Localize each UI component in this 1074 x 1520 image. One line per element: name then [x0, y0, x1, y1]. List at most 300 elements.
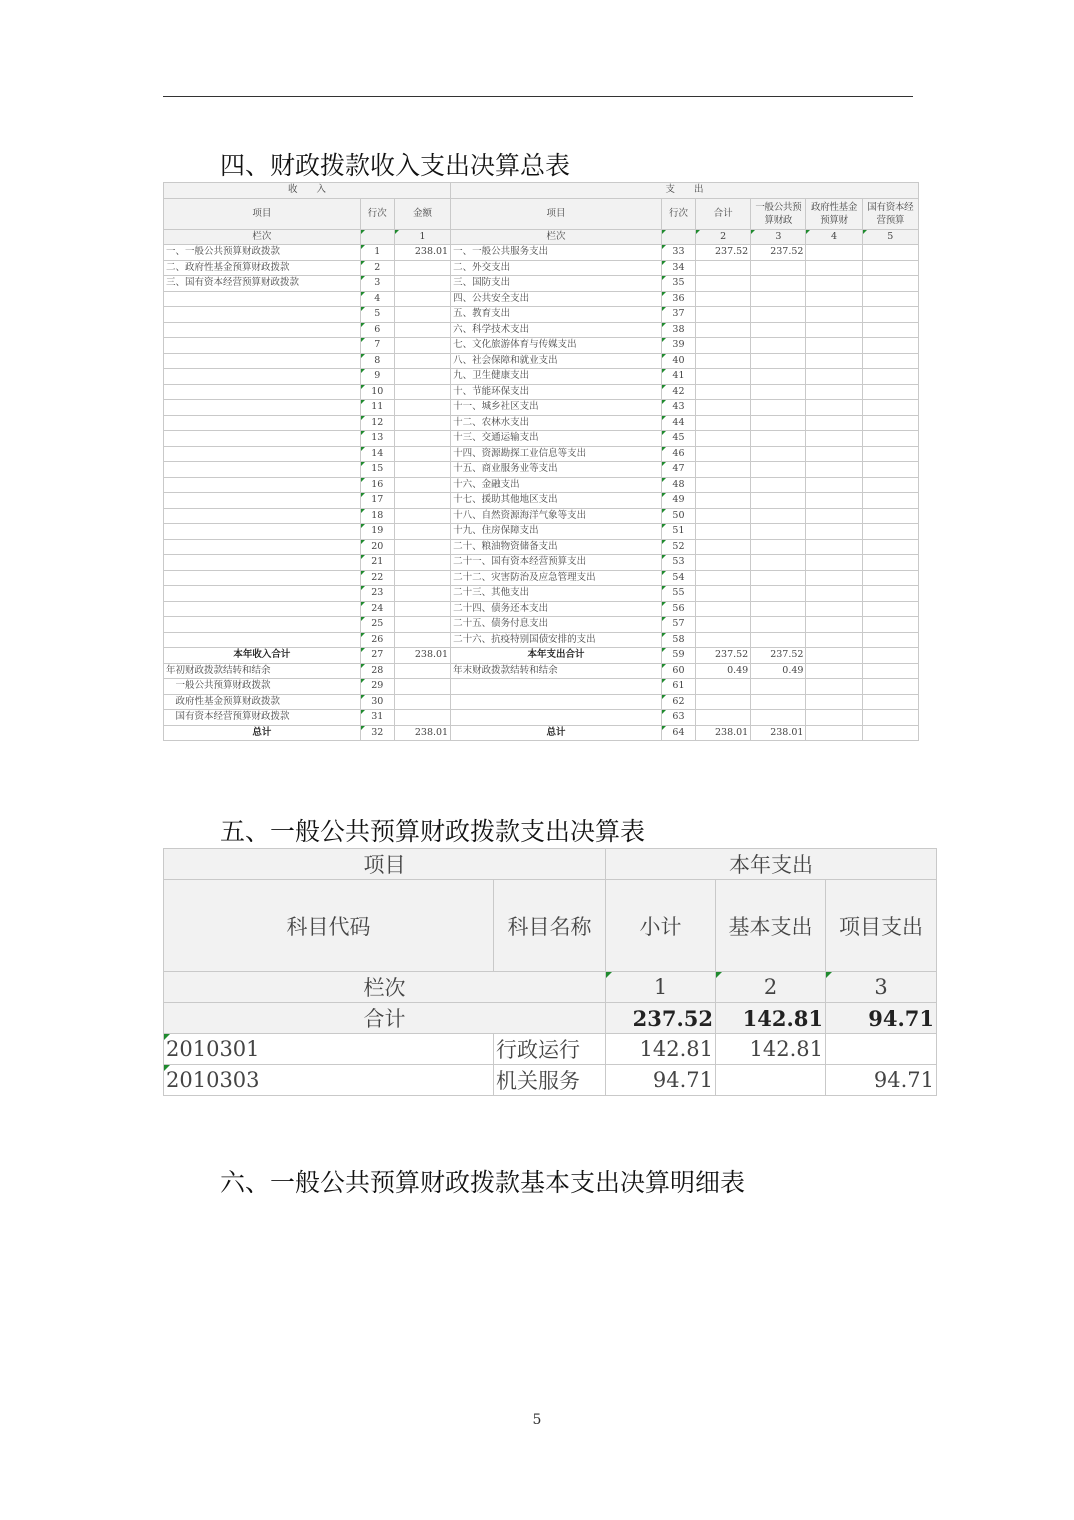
- expense-state-capital: [862, 245, 918, 261]
- income-row-number: 21: [360, 555, 394, 571]
- income-amount: [394, 369, 450, 385]
- expense-fund-budget: [806, 679, 862, 695]
- income-item: [164, 384, 361, 400]
- expense-state-capital: [862, 400, 918, 416]
- project-value: [826, 1034, 937, 1065]
- expense-item: 二十二、灾害防治及应急管理支出: [451, 570, 662, 586]
- expense-item: 七、文化旅游体育与传媒支出: [451, 338, 662, 354]
- income-item: [164, 431, 361, 447]
- expense-item: 四、公共安全支出: [451, 291, 662, 307]
- expense-fund-budget: [806, 462, 862, 478]
- expense-item: 二十六、抗疫特别国债安排的支出: [451, 632, 662, 648]
- expense-total: [696, 446, 751, 462]
- expense-item: 十四、资源勘探工业信息等支出: [451, 446, 662, 462]
- expense-row-number: 33: [661, 245, 695, 261]
- income-amount: 238.01: [394, 245, 450, 261]
- expense-total: [696, 260, 751, 276]
- expense-row-number: 58: [661, 632, 695, 648]
- income-row-number: 18: [360, 508, 394, 524]
- income-amount: [394, 400, 450, 416]
- section-title-5: 五、一般公共预算财政拨款支出决算表: [220, 817, 646, 846]
- expense-item: 总计: [451, 725, 662, 741]
- expense-total: [696, 586, 751, 602]
- income-amount: [394, 570, 450, 586]
- expense-state-capital: [862, 694, 918, 710]
- expense-state-capital: [862, 710, 918, 726]
- income-row-number: 5: [360, 307, 394, 323]
- expense-row-number: 39: [661, 338, 695, 354]
- expense-total: [696, 384, 751, 400]
- income-item-header: 项目: [164, 198, 361, 229]
- expense-general-budget: [751, 322, 806, 338]
- fund-budget-header: 政府性基金预算财: [806, 198, 862, 229]
- expense-general-budget: [751, 493, 806, 509]
- expense-total: [696, 477, 751, 493]
- expense-general-budget: [751, 307, 806, 323]
- page-number: 5: [532, 1412, 542, 1428]
- table-row: [164, 446, 919, 462]
- lanci-label: 栏次: [164, 972, 606, 1003]
- expense-general-budget: [751, 570, 806, 586]
- expense-state-capital: [862, 524, 918, 540]
- expense-state-capital: [862, 260, 918, 276]
- income-row-number: 23: [360, 586, 394, 602]
- table-row: [164, 369, 919, 385]
- expense-row-number: 38: [661, 322, 695, 338]
- expense-fund-budget: [806, 694, 862, 710]
- expense-row-number: 47: [661, 462, 695, 478]
- table-row: [164, 260, 919, 276]
- income-item: 本年收入合计: [164, 648, 361, 664]
- expense-total: [696, 539, 751, 555]
- expense-state-capital: [862, 679, 918, 695]
- income-amount: [394, 338, 450, 354]
- expense-row-number: 55: [661, 586, 695, 602]
- expense-item: 八、社会保障和就业支出: [451, 353, 662, 369]
- expense-state-capital: [862, 353, 918, 369]
- expense-row-number: 37: [661, 307, 695, 323]
- income-amount: [394, 477, 450, 493]
- table-row: [164, 384, 919, 400]
- income-item: [164, 400, 361, 416]
- lanci-num: 2: [696, 229, 751, 245]
- expense-general-budget: [751, 601, 806, 617]
- income-row-number: 12: [360, 415, 394, 431]
- income-header: 收 入: [164, 183, 451, 199]
- expense-fund-budget: [806, 400, 862, 416]
- expense-row-number: 52: [661, 539, 695, 555]
- income-amount: [394, 322, 450, 338]
- income-amount: [394, 694, 450, 710]
- income-item: 一、一般公共预算财政拨款: [164, 245, 361, 261]
- income-row-header: 行次: [360, 198, 394, 229]
- expense-row-header: 行次: [661, 198, 695, 229]
- expense-row-number: 63: [661, 710, 695, 726]
- expense-general-budget: [751, 679, 806, 695]
- expense-total: [696, 369, 751, 385]
- table-row: [164, 353, 919, 369]
- expense-fund-budget: [806, 338, 862, 354]
- table-row: [164, 570, 919, 586]
- income-row-number: 15: [360, 462, 394, 478]
- total-label: 合计: [164, 1003, 606, 1034]
- expense-item: [451, 694, 662, 710]
- income-row-number: 1: [360, 245, 394, 261]
- income-row-number: 19: [360, 524, 394, 540]
- income-row-number: 22: [360, 570, 394, 586]
- income-item: [164, 539, 361, 555]
- table-row: [164, 539, 919, 555]
- expense-item: 十八、自然资源海洋气象等支出: [451, 508, 662, 524]
- state-capital-header: 国有资本经营预算: [862, 198, 918, 229]
- expense-row-number: 62: [661, 694, 695, 710]
- year-expense-header: 本年支出: [606, 849, 937, 880]
- expense-state-capital: [862, 586, 918, 602]
- expense-header: 支 出: [451, 183, 919, 199]
- table-row: [164, 679, 919, 695]
- general-budget-header: 一般公共预算财政: [751, 198, 806, 229]
- expense-state-capital: [862, 291, 918, 307]
- table-row: [164, 338, 919, 354]
- expense-row-number: 57: [661, 617, 695, 633]
- income-row-number: 4: [360, 291, 394, 307]
- subtotal-value: 142.81: [606, 1034, 716, 1065]
- subject-code: 2010303: [164, 1065, 494, 1096]
- expense-item: 十、节能环保支出: [451, 384, 662, 400]
- expense-general-budget: [751, 462, 806, 478]
- code-header: 科目代码: [164, 880, 494, 972]
- expense-item: 二十三、其他支出: [451, 586, 662, 602]
- expense-item: 六、科学技术支出: [451, 322, 662, 338]
- table-row: [164, 663, 919, 679]
- income-item: [164, 477, 361, 493]
- basic-value: 142.81: [716, 1034, 826, 1065]
- expense-total: 237.52: [696, 245, 751, 261]
- subject-name: 机关服务: [494, 1065, 606, 1096]
- expense-state-capital: [862, 462, 918, 478]
- expense-general-budget: [751, 524, 806, 540]
- expense-item: 五、教育支出: [451, 307, 662, 323]
- expense-state-capital: [862, 431, 918, 447]
- expense-total: [696, 710, 751, 726]
- expense-general-budget: 0.49: [751, 663, 806, 679]
- income-row-number: 3: [360, 276, 394, 292]
- expense-total: [696, 276, 751, 292]
- table-row: [164, 431, 919, 447]
- expense-state-capital: [862, 539, 918, 555]
- income-item: [164, 415, 361, 431]
- expense-item: 十六、金融支出: [451, 477, 662, 493]
- income-amount: 238.01: [394, 725, 450, 741]
- expense-general-budget: [751, 555, 806, 571]
- income-amount: [394, 539, 450, 555]
- expense-row-number: 59: [661, 648, 695, 664]
- expense-fund-budget: [806, 276, 862, 292]
- income-item: [164, 446, 361, 462]
- expense-general-budget: 237.52: [751, 245, 806, 261]
- item-group-header: 项目: [164, 849, 606, 880]
- income-item: [164, 462, 361, 478]
- income-row-number: 17: [360, 493, 394, 509]
- table-row: [164, 307, 919, 323]
- expense-total: [696, 679, 751, 695]
- expense-state-capital: [862, 663, 918, 679]
- income-row-number: 28: [360, 663, 394, 679]
- income-item: 年初财政拨款结转和结余: [164, 663, 361, 679]
- expense-total: [696, 601, 751, 617]
- income-row-number: 16: [360, 477, 394, 493]
- income-item: [164, 493, 361, 509]
- name-header: 科目名称: [494, 880, 606, 972]
- expense-general-budget: [751, 539, 806, 555]
- expense-total: [696, 570, 751, 586]
- table-row: [164, 648, 919, 664]
- basic-header: 基本支出: [716, 880, 826, 972]
- expense-general-budget: [751, 369, 806, 385]
- income-row-number: 20: [360, 539, 394, 555]
- expense-row-number: 61: [661, 679, 695, 695]
- table-row: [164, 617, 919, 633]
- lanci-num: 3: [751, 229, 806, 245]
- table-row: [164, 694, 919, 710]
- income-item: 总计: [164, 725, 361, 741]
- income-item: [164, 570, 361, 586]
- expense-state-capital: [862, 322, 918, 338]
- income-amount: [394, 679, 450, 695]
- income-amount: [394, 291, 450, 307]
- income-amount: [394, 276, 450, 292]
- expense-item: 本年支出合计: [451, 648, 662, 664]
- expense-item: [451, 679, 662, 695]
- expense-row-number: 36: [661, 291, 695, 307]
- lanci-label: 栏次: [451, 229, 662, 245]
- expense-fund-budget: [806, 539, 862, 555]
- expense-row-number: 46: [661, 446, 695, 462]
- income-row-number: 6: [360, 322, 394, 338]
- expense-row-number: 50: [661, 508, 695, 524]
- table-row: [164, 493, 919, 509]
- income-item: 三、国有资本经营预算财政拨款: [164, 276, 361, 292]
- income-row-number: 13: [360, 431, 394, 447]
- table-row: [164, 1065, 937, 1096]
- income-row-number: 30: [360, 694, 394, 710]
- income-row-number: 10: [360, 384, 394, 400]
- total-basic: 142.81: [716, 1003, 826, 1034]
- expense-general-budget: [751, 694, 806, 710]
- expense-state-capital: [862, 384, 918, 400]
- expense-state-capital: [862, 276, 918, 292]
- expense-fund-budget: [806, 601, 862, 617]
- income-row-number: 32: [360, 725, 394, 741]
- table-row: [164, 276, 919, 292]
- lanci-num: 1: [394, 229, 450, 245]
- expense-total: 237.52: [696, 648, 751, 664]
- expense-item: 二十一、国有资本经营预算支出: [451, 555, 662, 571]
- table-row: [164, 632, 919, 648]
- expense-item: 三、国防支出: [451, 276, 662, 292]
- expense-general-budget: [751, 632, 806, 648]
- income-amount: [394, 462, 450, 478]
- expense-row-number: 42: [661, 384, 695, 400]
- expense-row-number: 54: [661, 570, 695, 586]
- expense-total: [696, 353, 751, 369]
- expense-row-number: 44: [661, 415, 695, 431]
- expense-row-number: 40: [661, 353, 695, 369]
- income-amount: [394, 508, 450, 524]
- income-row-number: 9: [360, 369, 394, 385]
- expense-fund-budget: [806, 291, 862, 307]
- expense-fund-budget: [806, 353, 862, 369]
- expense-row-number: 48: [661, 477, 695, 493]
- expense-state-capital: [862, 725, 918, 741]
- income-amount: [394, 307, 450, 323]
- subtotal-value: 94.71: [606, 1065, 716, 1096]
- expense-total: [696, 493, 751, 509]
- fiscal-summary-table: [163, 182, 919, 741]
- lanci-num: 1: [606, 972, 716, 1003]
- expense-state-capital: [862, 632, 918, 648]
- expense-state-capital: [862, 555, 918, 571]
- income-item: 一般公共预算财政拨款: [164, 679, 361, 695]
- lanci-cell: [360, 229, 394, 245]
- table-row: [164, 524, 919, 540]
- lanci-num: 3: [826, 972, 937, 1003]
- expense-fund-budget: [806, 446, 862, 462]
- expense-item: 十九、住房保障支出: [451, 524, 662, 540]
- income-item: [164, 322, 361, 338]
- expense-total: [696, 632, 751, 648]
- expense-fund-budget: [806, 384, 862, 400]
- expense-fund-budget: [806, 493, 862, 509]
- income-amount: [394, 415, 450, 431]
- expense-general-budget: [751, 477, 806, 493]
- expense-state-capital: [862, 648, 918, 664]
- expense-item: 十七、援助其他地区支出: [451, 493, 662, 509]
- income-item: [164, 353, 361, 369]
- expense-state-capital: [862, 338, 918, 354]
- table-row: [164, 477, 919, 493]
- income-row-number: 24: [360, 601, 394, 617]
- expense-total: [696, 291, 751, 307]
- expense-total: [696, 415, 751, 431]
- expense-general-budget: [751, 586, 806, 602]
- expense-fund-budget: [806, 725, 862, 741]
- expense-item-header: 项目: [451, 198, 662, 229]
- income-amount: [394, 663, 450, 679]
- expense-total: [696, 555, 751, 571]
- income-amount: [394, 353, 450, 369]
- expense-item: 十二、农林水支出: [451, 415, 662, 431]
- expense-item: 十一、城乡社区支出: [451, 400, 662, 416]
- expense-fund-budget: [806, 477, 862, 493]
- expense-total: [696, 462, 751, 478]
- expense-general-budget: [751, 291, 806, 307]
- total-project: 94.71: [826, 1003, 937, 1034]
- income-row-number: 2: [360, 260, 394, 276]
- expense-fund-budget: [806, 431, 862, 447]
- table-row: [164, 400, 919, 416]
- income-row-number: 27: [360, 648, 394, 664]
- expense-state-capital: [862, 617, 918, 633]
- lanci-num: 5: [862, 229, 918, 245]
- table-row: [164, 710, 919, 726]
- expense-item: [451, 710, 662, 726]
- expense-total: [696, 431, 751, 447]
- expense-general-budget: [751, 400, 806, 416]
- expense-fund-budget: [806, 632, 862, 648]
- expense-item: 二十五、债务付息支出: [451, 617, 662, 633]
- project-value: 94.71: [826, 1065, 937, 1096]
- expense-row-number: 34: [661, 260, 695, 276]
- expense-general-budget: [751, 260, 806, 276]
- expense-row-number: 43: [661, 400, 695, 416]
- expense-fund-budget: [806, 617, 862, 633]
- section-title-4: 四、财政拨款收入支出决算总表: [220, 151, 571, 180]
- income-item: 政府性基金预算财政拨款: [164, 694, 361, 710]
- expense-general-budget: [751, 384, 806, 400]
- expense-row-number: 51: [661, 524, 695, 540]
- table-row: [164, 601, 919, 617]
- table-row: [164, 555, 919, 571]
- expense-total: [696, 617, 751, 633]
- expense-state-capital: [862, 601, 918, 617]
- table-row: [164, 322, 919, 338]
- expense-row-number: 35: [661, 276, 695, 292]
- expense-fund-budget: [806, 524, 862, 540]
- income-item: [164, 338, 361, 354]
- lanci-num: 4: [806, 229, 862, 245]
- income-amount: [394, 632, 450, 648]
- expense-general-budget: [751, 338, 806, 354]
- expense-row-number: 56: [661, 601, 695, 617]
- income-item: [164, 586, 361, 602]
- expense-fund-budget: [806, 322, 862, 338]
- subject-name: 行政运行: [494, 1034, 606, 1065]
- total-subtotal: 237.52: [606, 1003, 716, 1034]
- expense-total: [696, 338, 751, 354]
- income-item: 二、政府性基金预算财政拨款: [164, 260, 361, 276]
- table-row: [164, 586, 919, 602]
- project-header: 项目支出: [826, 880, 937, 972]
- income-item: 国有资本经营预算财政拨款: [164, 710, 361, 726]
- income-amount: [394, 710, 450, 726]
- expense-item: 十三、交通运输支出: [451, 431, 662, 447]
- expense-row-number: 53: [661, 555, 695, 571]
- expense-fund-budget: [806, 648, 862, 664]
- lanci-num: 2: [716, 972, 826, 1003]
- income-item: [164, 307, 361, 323]
- expense-fund-budget: [806, 245, 862, 261]
- expense-total: [696, 322, 751, 338]
- income-item: [164, 555, 361, 571]
- income-amount: 238.01: [394, 648, 450, 664]
- income-item: [164, 508, 361, 524]
- expense-state-capital: [862, 446, 918, 462]
- lanci-cell: [661, 229, 695, 245]
- expense-state-capital: [862, 493, 918, 509]
- income-item: [164, 524, 361, 540]
- table-row: [164, 415, 919, 431]
- table-row: [164, 1034, 937, 1065]
- expense-state-capital: [862, 570, 918, 586]
- income-amount-header: 金额: [394, 198, 450, 229]
- expense-total: [696, 307, 751, 323]
- expense-fund-budget: [806, 710, 862, 726]
- expense-item: 九、卫生健康支出: [451, 369, 662, 385]
- expense-general-budget: [751, 617, 806, 633]
- income-item: [164, 632, 361, 648]
- expense-item: 二十、粮油物资储备支出: [451, 539, 662, 555]
